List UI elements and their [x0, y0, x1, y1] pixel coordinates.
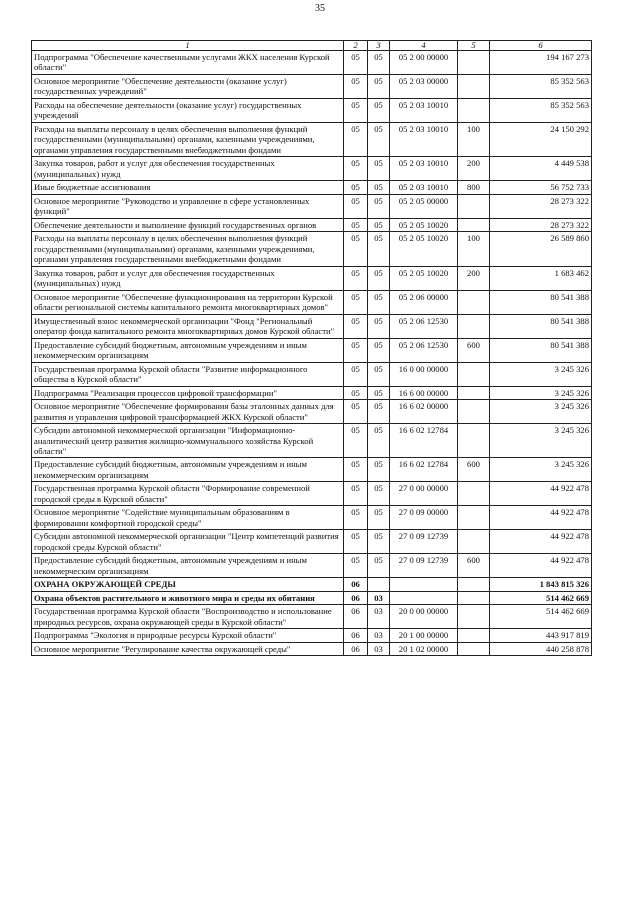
- row-amount: 24 150 292: [490, 122, 592, 156]
- header-row: [32, 41, 592, 51]
- row-subsection-code: 05: [368, 157, 390, 181]
- row-amount: 80 541 388: [490, 338, 592, 362]
- row-section-code: 05: [344, 122, 368, 156]
- row-expense-type-code: [458, 591, 490, 604]
- header-cell: 3: [368, 41, 390, 51]
- row-target-article-code: 20 1 02 00000: [390, 642, 458, 655]
- row-target-article-code: 20 0 00 00000: [390, 605, 458, 629]
- row-target-article-code: 16 6 02 12784: [390, 424, 458, 458]
- row-subsection-code: 05: [368, 424, 390, 458]
- row-name: Расходы на обеспечение деятельности (оказание услуг) государственных учреждений: [32, 98, 344, 122]
- row-expense-type-code: [458, 51, 490, 75]
- row-name: Основное мероприятие "Содействие муниципальным образованиям в формировании комфортной городской среды": [32, 506, 344, 530]
- row-subsection-code: 03: [368, 642, 390, 655]
- row-subsection-code: 03: [368, 605, 390, 629]
- row-section-code: 05: [344, 530, 368, 554]
- row-expense-type-code: [458, 386, 490, 399]
- row-target-article-code: 05 2 05 10020: [390, 218, 458, 231]
- row-name: Государственная программа Курской области "Формирование современной городской среды в Курской области": [32, 482, 344, 506]
- row-section-code: 05: [344, 51, 368, 75]
- budget-table: [31, 40, 592, 656]
- table-row: [32, 157, 592, 181]
- header-cell: 1: [32, 41, 344, 51]
- row-amount: 194 167 273: [490, 51, 592, 75]
- row-name: Основное мероприятие "Регулирование качества окружающей среды": [32, 642, 344, 655]
- row-subsection-code: 05: [368, 51, 390, 75]
- row-subsection-code: 05: [368, 181, 390, 194]
- row-amount: 28 273 322: [490, 194, 592, 218]
- row-name: Основное мероприятие "Руководство и управление в сфере установленных функций": [32, 194, 344, 218]
- row-expense-type-code: [458, 629, 490, 642]
- table-row: [32, 232, 592, 266]
- row-target-article-code: 05 2 05 00000: [390, 194, 458, 218]
- row-section-code: 05: [344, 458, 368, 482]
- row-section-code: 05: [344, 232, 368, 266]
- row-name: Субсидии автономной некоммерческой организации "Центр компетенций развития городской среды Курской области": [32, 530, 344, 554]
- row-section-code: 05: [344, 338, 368, 362]
- row-subsection-code: 05: [368, 122, 390, 156]
- row-target-article-code: 16 6 02 00000: [390, 400, 458, 424]
- table-row: [32, 554, 592, 578]
- table-row: [32, 458, 592, 482]
- row-subsection-code: 05: [368, 554, 390, 578]
- row-target-article-code: 20 1 00 00000: [390, 629, 458, 642]
- header-cell: 4: [390, 41, 458, 51]
- page-number: 35: [315, 3, 325, 14]
- row-section-code: 05: [344, 386, 368, 399]
- row-amount: 44 922 478: [490, 482, 592, 506]
- row-subsection-code: 05: [368, 266, 390, 290]
- row-expense-type-code: [458, 578, 490, 591]
- row-expense-type-code: [458, 218, 490, 231]
- row-amount: 56 752 733: [490, 181, 592, 194]
- row-target-article-code: 05 2 06 00000: [390, 290, 458, 314]
- row-target-article-code: 27 0 00 00000: [390, 482, 458, 506]
- row-expense-type-code: [458, 506, 490, 530]
- row-expense-type-code: [458, 314, 490, 338]
- row-section-code: 05: [344, 74, 368, 98]
- row-amount: 85 352 563: [490, 98, 592, 122]
- row-expense-type-code: [458, 362, 490, 386]
- row-name: Предоставление субсидий бюджетным, автономным учреждениям и иным некоммерческим организациям: [32, 458, 344, 482]
- row-section-code: 06: [344, 605, 368, 629]
- row-name: Государственная программа Курской области "Развитие информационного общества в Курской области": [32, 362, 344, 386]
- table-row: [32, 194, 592, 218]
- row-target-article-code: [390, 591, 458, 604]
- row-expense-type-code: 100: [458, 122, 490, 156]
- row-amount: 3 245 326: [490, 424, 592, 458]
- row-section-code: 05: [344, 400, 368, 424]
- header-cell: 5: [458, 41, 490, 51]
- row-subsection-code: 05: [368, 458, 390, 482]
- row-target-article-code: [390, 578, 458, 591]
- row-expense-type-code: [458, 482, 490, 506]
- row-expense-type-code: [458, 74, 490, 98]
- row-amount: 3 245 326: [490, 458, 592, 482]
- row-target-article-code: 05 2 06 12530: [390, 338, 458, 362]
- table-row: [32, 74, 592, 98]
- row-section-code: 05: [344, 506, 368, 530]
- row-name: Основное мероприятие "Обеспечение формирования базы эталонных данных для развития и управления цифровой трансформацией ЖКХ Курской области": [32, 400, 344, 424]
- row-subsection-code: 05: [368, 290, 390, 314]
- row-target-article-code: 05 2 03 10010: [390, 181, 458, 194]
- row-target-article-code: 05 2 03 10010: [390, 98, 458, 122]
- row-amount: 514 462 669: [490, 591, 592, 604]
- table-row: [32, 506, 592, 530]
- row-expense-type-code: 100: [458, 232, 490, 266]
- row-expense-type-code: [458, 290, 490, 314]
- row-subsection-code: 05: [368, 314, 390, 338]
- row-target-article-code: 27 0 09 12739: [390, 530, 458, 554]
- row-expense-type-code: 600: [458, 338, 490, 362]
- row-target-article-code: 05 2 03 00000: [390, 74, 458, 98]
- table-row: [32, 218, 592, 231]
- row-subsection-code: 05: [368, 400, 390, 424]
- row-expense-type-code: [458, 605, 490, 629]
- row-section-code: 06: [344, 629, 368, 642]
- row-name: Подпрограмма "Экология и природные ресурсы Курской области": [32, 629, 344, 642]
- row-name: Субсидии автономной некоммерческой организации "Информационно-аналитический центр развития жилищно-коммунального хозяйства Курской области": [32, 424, 344, 458]
- row-section-code: 05: [344, 181, 368, 194]
- row-section-code: 05: [344, 482, 368, 506]
- row-section-code: 05: [344, 194, 368, 218]
- row-amount: 3 245 326: [490, 362, 592, 386]
- row-target-article-code: 05 2 03 10010: [390, 122, 458, 156]
- table-row: [32, 578, 592, 591]
- row-amount: 514 462 669: [490, 605, 592, 629]
- row-subsection-code: 03: [368, 629, 390, 642]
- row-section-code: 06: [344, 578, 368, 591]
- row-amount: 3 245 326: [490, 400, 592, 424]
- row-section-code: 05: [344, 266, 368, 290]
- row-amount: 4 449 538: [490, 157, 592, 181]
- table-row: [32, 122, 592, 156]
- row-expense-type-code: [458, 424, 490, 458]
- table-row: [32, 290, 592, 314]
- row-amount: 44 922 478: [490, 530, 592, 554]
- table-row: [32, 591, 592, 604]
- header-cell: 2: [344, 41, 368, 51]
- row-subsection-code: 05: [368, 232, 390, 266]
- row-expense-type-code: [458, 642, 490, 655]
- row-section-code: 05: [344, 98, 368, 122]
- row-subsection-code: 05: [368, 194, 390, 218]
- row-amount: 3 245 326: [490, 386, 592, 399]
- row-subsection-code: [368, 578, 390, 591]
- row-expense-type-code: [458, 400, 490, 424]
- row-expense-type-code: 600: [458, 458, 490, 482]
- row-name: Подпрограмма "Обеспечение качественными услугами ЖКХ населения Курской области": [32, 51, 344, 75]
- row-target-article-code: 05 2 05 10020: [390, 232, 458, 266]
- row-target-article-code: 16 0 00 00000: [390, 362, 458, 386]
- row-amount: 80 541 388: [490, 290, 592, 314]
- row-expense-type-code: 200: [458, 266, 490, 290]
- row-subsection-code: 05: [368, 482, 390, 506]
- row-target-article-code: 16 6 02 12784: [390, 458, 458, 482]
- row-section-code: 06: [344, 591, 368, 604]
- row-subsection-code: 05: [368, 530, 390, 554]
- row-expense-type-code: [458, 530, 490, 554]
- row-target-article-code: 05 2 06 12530: [390, 314, 458, 338]
- table-row: [32, 482, 592, 506]
- row-subsection-code: 05: [368, 362, 390, 386]
- row-target-article-code: 05 2 00 00000: [390, 51, 458, 75]
- row-name: Расходы на выплаты персоналу в целях обеспечения выполнения функций государственными (муниципальными) органами, казенными учреждениями, органами управления государственными внебюджетными фондами: [32, 232, 344, 266]
- row-subsection-code: 05: [368, 74, 390, 98]
- row-subsection-code: 05: [368, 98, 390, 122]
- table-row: [32, 424, 592, 458]
- row-section-code: 05: [344, 424, 368, 458]
- row-section-code: 05: [344, 362, 368, 386]
- table-row: [32, 642, 592, 655]
- row-amount: 85 352 563: [490, 74, 592, 98]
- row-name: Обеспечение деятельности и выполнение функций государственных органов: [32, 218, 344, 231]
- row-name: Предоставление субсидий бюджетным, автономным учреждениям и иным некоммерческим организациям: [32, 338, 344, 362]
- row-expense-type-code: 600: [458, 554, 490, 578]
- row-amount: 1 683 462: [490, 266, 592, 290]
- row-expense-type-code: [458, 98, 490, 122]
- row-expense-type-code: 800: [458, 181, 490, 194]
- row-target-article-code: 05 2 05 10020: [390, 266, 458, 290]
- table-row: [32, 400, 592, 424]
- row-subsection-code: 05: [368, 386, 390, 399]
- row-target-article-code: 27 0 09 00000: [390, 506, 458, 530]
- row-name: Государственная программа Курской области "Воспроизводство и использование природных ресурсов, охрана окружающей среды в Курской области": [32, 605, 344, 629]
- row-section-code: 05: [344, 554, 368, 578]
- row-name: Закупка товаров, работ и услуг для обеспечения государственных (муниципальных) нужд: [32, 266, 344, 290]
- row-name: Предоставление субсидий бюджетным, автономным учреждениям и иным некоммерческим организациям: [32, 554, 344, 578]
- row-name: ОХРАНА ОКРУЖАЮЩЕЙ СРЕДЫ: [32, 578, 344, 591]
- row-name: Расходы на выплаты персоналу в целях обеспечения выполнения функций государственными (муниципальными) органами, казенными учреждениями, органами управления государственными внебюджетными фондами: [32, 122, 344, 156]
- row-target-article-code: 27 0 09 12739: [390, 554, 458, 578]
- table-row: [32, 629, 592, 642]
- row-section-code: 05: [344, 218, 368, 231]
- row-subsection-code: 05: [368, 506, 390, 530]
- table-row: [32, 338, 592, 362]
- table-row: [32, 362, 592, 386]
- table-row: [32, 51, 592, 75]
- row-amount: 443 917 819: [490, 629, 592, 642]
- table-row: [32, 98, 592, 122]
- row-section-code: 05: [344, 290, 368, 314]
- row-amount: 44 922 478: [490, 554, 592, 578]
- row-section-code: 05: [344, 314, 368, 338]
- row-name: Подпрограмма "Реализация процессов цифровой трансформации": [32, 386, 344, 399]
- row-amount: 1 843 815 326: [490, 578, 592, 591]
- row-amount: 26 589 860: [490, 232, 592, 266]
- row-amount: 80 541 388: [490, 314, 592, 338]
- header-cell: 6: [490, 41, 592, 51]
- row-section-code: 05: [344, 157, 368, 181]
- row-subsection-code: 05: [368, 218, 390, 231]
- table-row: [32, 314, 592, 338]
- table-row: [32, 605, 592, 629]
- row-amount: 440 258 878: [490, 642, 592, 655]
- row-target-article-code: 16 6 00 00000: [390, 386, 458, 399]
- row-name: Имущественный взнос некоммерческой организации "Фонд "Региональный оператор фонда капитального ремонта многоквартирных домов Курской области": [32, 314, 344, 338]
- row-amount: 44 922 478: [490, 506, 592, 530]
- row-name: Основное мероприятие "Обеспечение деятельности (оказание услуг) государственных учреждений": [32, 74, 344, 98]
- table-row: [32, 181, 592, 194]
- row-expense-type-code: 200: [458, 157, 490, 181]
- row-name: Иные бюджетные ассигнования: [32, 181, 344, 194]
- row-name: Охрана объектов растительного и животного мира и среды их обитания: [32, 591, 344, 604]
- row-subsection-code: 03: [368, 591, 390, 604]
- row-amount: 28 273 322: [490, 218, 592, 231]
- row-name: Закупка товаров, работ и услуг для обеспечения государственных (муниципальных) нужд: [32, 157, 344, 181]
- table-row: [32, 386, 592, 399]
- table-row: [32, 266, 592, 290]
- row-subsection-code: 05: [368, 338, 390, 362]
- table-row: [32, 530, 592, 554]
- row-target-article-code: 05 2 03 10010: [390, 157, 458, 181]
- row-expense-type-code: [458, 194, 490, 218]
- row-name: Основное мероприятие "Обеспечение функционирования на территории Курской области региональной системы капитального ремонта многоквартирных домов": [32, 290, 344, 314]
- row-section-code: 06: [344, 642, 368, 655]
